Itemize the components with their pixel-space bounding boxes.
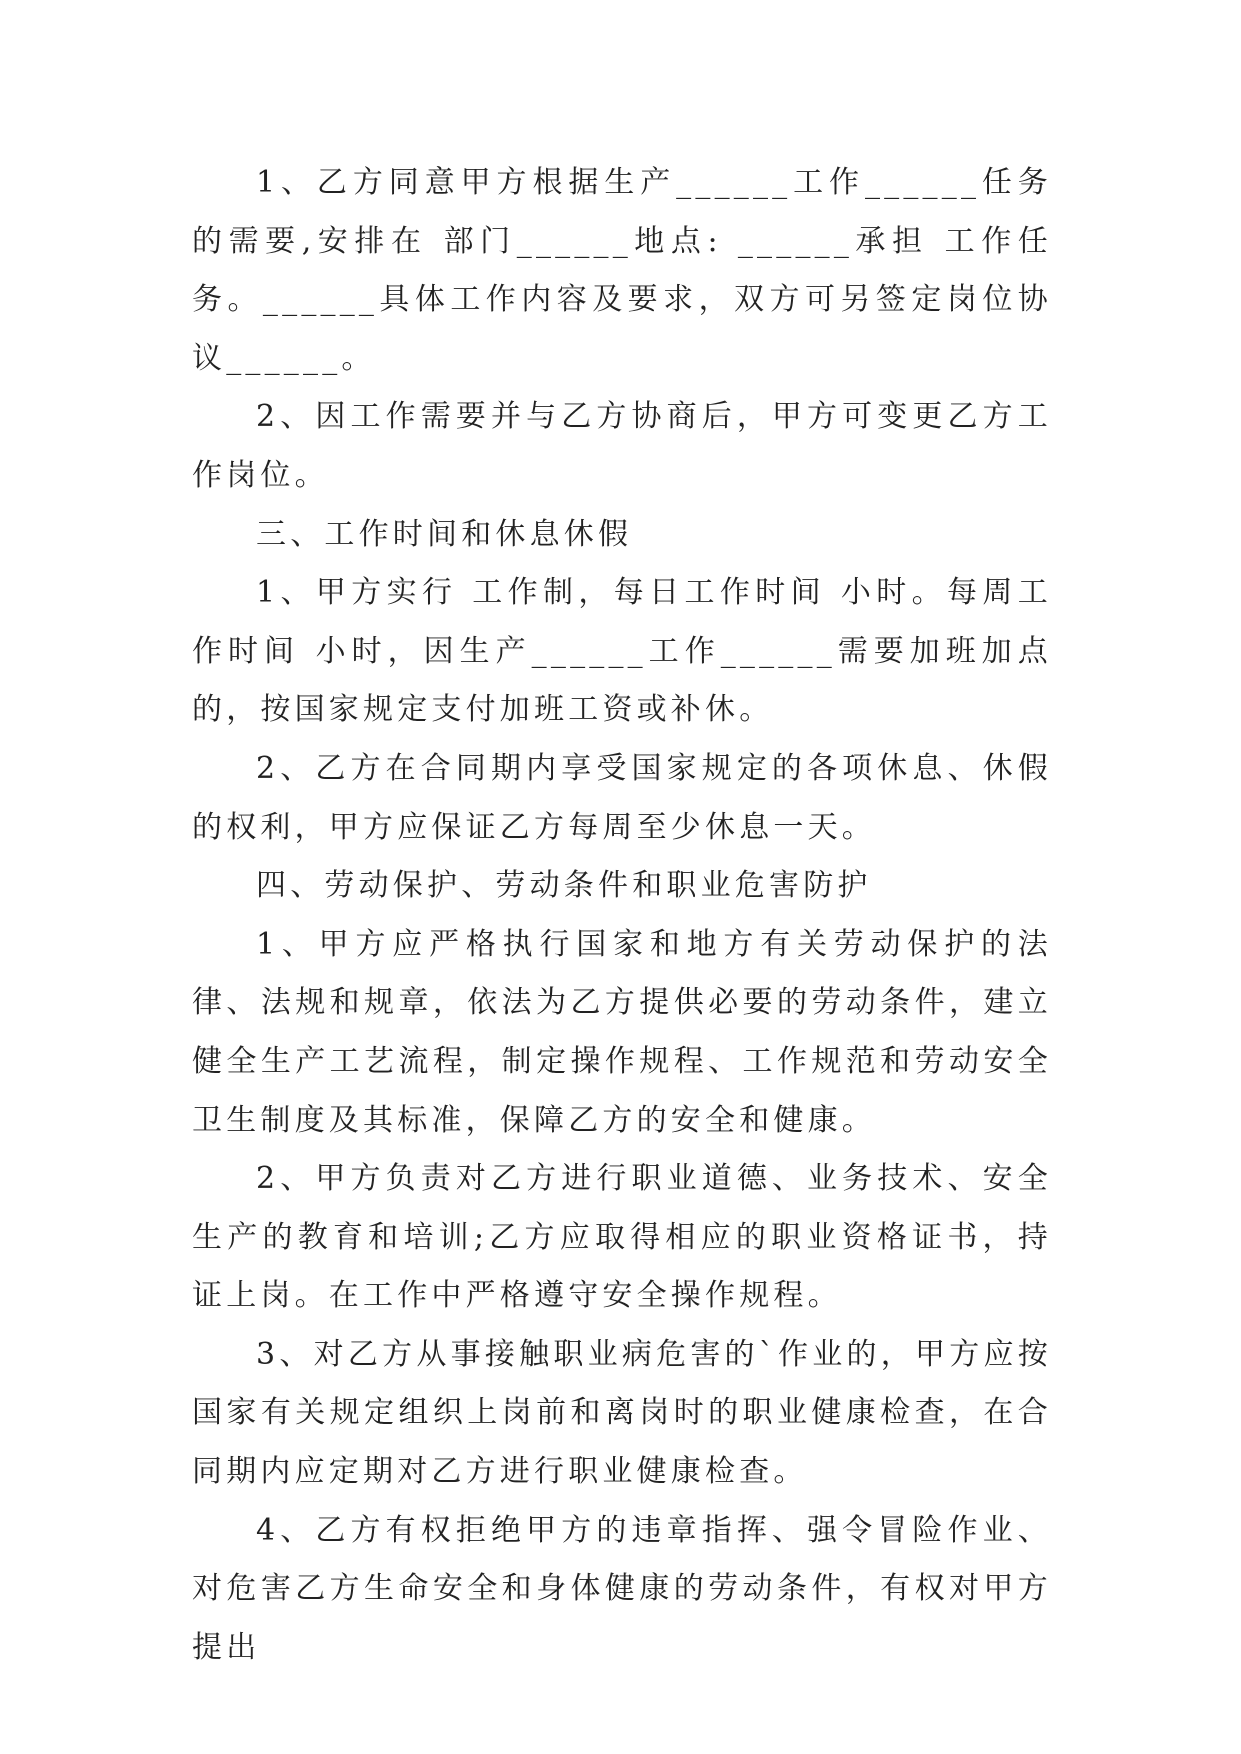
section-heading-3: 三、工作时间和休息休假 [256, 516, 633, 552]
paragraph-8: 2、甲方负责对乙方进行职业道德、业务技术、安全生产的教育和培训;乙方应取得相应的职业资格证书，持证上岗。在工作中严格遵守安全操作规程。 [192, 1161, 1052, 1314]
paragraph-1: 1、乙方同意甲方根据生产______工作______任务的需要,安排在 部门______地点: ______承担 工作任务。______具体工作内容及要求，双方可另签定岗位协议______。 [192, 165, 1052, 376]
paragraph-4: 1、甲方实行 工作制，每日工作时间 小时。每周工作时间 小时，因生产______工作______需要加班加点的，按国家规定支付加班工资或补休。 [192, 575, 1052, 728]
paragraph-9: 3、对乙方从事接触职业病危害的`作业的，甲方应按国家有关规定组织上岗前和离岗时的职业健康检查，在合同期内应定期对乙方进行职业健康检查。 [192, 1336, 1052, 1490]
paragraph-10: 4、乙方有权拒绝甲方的违章指挥、强令冒险作业、对危害乙方生命安全和身体健康的劳动条件，有权对甲方提出 [192, 1512, 1052, 1665]
document-body [192, 154, 1052, 1677]
section-heading-6: 四、劳动保护、劳动条件和职业危害防护 [256, 868, 872, 904]
paragraph-7: 1、甲方应严格执行国家和地方有关劳动保护的法律、法规和规章，依法为乙方提供必要的劳动条件，建立健全生产工艺流程，制定操作规程、工作规范和劳动安全卫生制度及其标准，保障乙方的安全和健康。 [192, 926, 1052, 1138]
paragraph-2: 2、因工作需要并与乙方协商后，甲方可变更乙方工作岗位。 [192, 399, 1052, 493]
paragraph-5: 2、乙方在合同期内享受国家规定的各项休息、休假的权利，甲方应保证乙方每周至少休息一天。 [192, 750, 1052, 845]
